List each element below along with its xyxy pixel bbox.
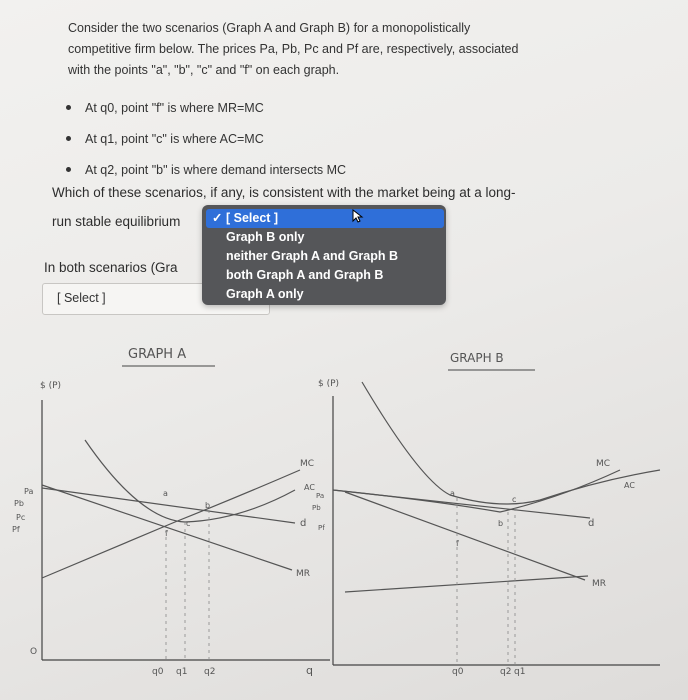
graph-a-point-b: b — [205, 501, 211, 510]
graph-b-q2-label: q2 — [500, 667, 512, 677]
graph-a-point-a: a — [163, 489, 168, 498]
graph-a-y-axis-label: $ (P) — [40, 381, 62, 391]
graph-a-origin: O — [30, 647, 38, 657]
graph-b-mr-upper-line — [345, 576, 588, 592]
bullet-list — [66, 92, 346, 185]
graph-a-point-f: f — [165, 529, 168, 538]
bullet-item: At q1, point "c" is where AC=MC — [66, 123, 346, 154]
graph-a-mc-curve — [42, 470, 300, 578]
graphs-area — [0, 330, 688, 700]
graph-b-point-b: b — [498, 519, 504, 528]
dropdown-option[interactable]: neither Graph A and Graph B — [226, 249, 399, 263]
bullet-dot-icon — [66, 136, 71, 141]
graph-a-mc-label: MC — [300, 459, 315, 469]
bullet-dot-icon — [66, 105, 71, 110]
graph-a-title: GRAPH A — [128, 347, 187, 362]
dropdown-option-select[interactable]: ✓ [ Select ] — [206, 209, 444, 228]
graph-b-d-label: d — [588, 518, 595, 529]
graph-a-point-c: c — [186, 519, 191, 528]
stem-line: competitive firm below. The prices Pa, Pb, Pc and Pf are, respectively, associated — [68, 42, 519, 56]
dropdown-option[interactable]: both Graph A and Graph B — [226, 268, 384, 282]
graph-b-ac-curve — [362, 382, 660, 504]
price-label-pa: Pa — [24, 487, 34, 496]
price-label-pb: Pb — [14, 499, 24, 508]
graph-a-ac-label: AC — [304, 483, 315, 492]
graph-b-ac-label: AC — [624, 481, 635, 490]
graph-a-x-axis-label: q — [306, 664, 313, 677]
graph-a-d-label: d — [300, 518, 307, 529]
graph-a-mr-label: MR — [296, 569, 311, 579]
graph-a-right-pf: Pf — [318, 524, 325, 532]
graph-b-mr-line — [345, 492, 585, 580]
graph-b-point-c: c — [512, 495, 517, 504]
graph-b-q0-label: q0 — [452, 667, 464, 677]
graph-b — [318, 351, 660, 677]
bullet-item: At q0, point "f" is where MR=MC — [66, 92, 346, 123]
bullet-dot-icon — [66, 167, 71, 172]
graph-b-mc-label: MC — [596, 459, 611, 469]
graph-a-q0-label: q0 — [152, 667, 164, 677]
stem-line: with the points "a", "b", "c" and "f" on each graph. — [68, 63, 340, 77]
graph-b-title: GRAPH B — [450, 351, 504, 365]
price-label-pc: Pc — [16, 513, 26, 522]
graph-a-demand-line — [42, 488, 295, 523]
graph-b-point-a: a — [450, 489, 455, 498]
answer-select-2[interactable]: [ Select ] — [42, 283, 270, 315]
dropdown-option[interactable]: Graph A only — [226, 287, 304, 301]
stem-line: Consider the two scenarios (Graph A and Graph B) for a monopolistically — [68, 21, 471, 35]
bullet-item: At q2, point "b" is where demand intersects MC — [66, 154, 346, 185]
question-1: Which of these scenarios, if any, is consistent with the market being at a long- run stable equilibrium — [52, 185, 516, 229]
graph-b-q1-label: q1 — [514, 667, 526, 677]
graph-a-q2-label: q2 — [204, 667, 216, 677]
price-label-pf: Pf — [12, 525, 20, 534]
graph-a — [12, 347, 330, 677]
graph-a-right-pb: Pb — [312, 504, 321, 512]
dropdown-option[interactable]: Graph B only — [226, 230, 305, 244]
graph-b-mr-label: MR — [592, 579, 607, 589]
graph-b-point-f: f — [456, 539, 459, 548]
mouse-cursor-icon — [352, 209, 366, 223]
checkmark-icon: ✓ — [212, 211, 223, 225]
graph-a-right-pa: Pa — [316, 492, 325, 500]
answer-dropdown-menu[interactable] — [202, 205, 446, 305]
question-stem — [68, 18, 628, 81]
graph-b-y-axis-label: $ (P) — [318, 379, 340, 389]
question-2: In both scenarios (Gra — [44, 260, 178, 275]
graph-b-demand-line — [333, 490, 590, 518]
graph-a-q1-label: q1 — [176, 667, 188, 677]
